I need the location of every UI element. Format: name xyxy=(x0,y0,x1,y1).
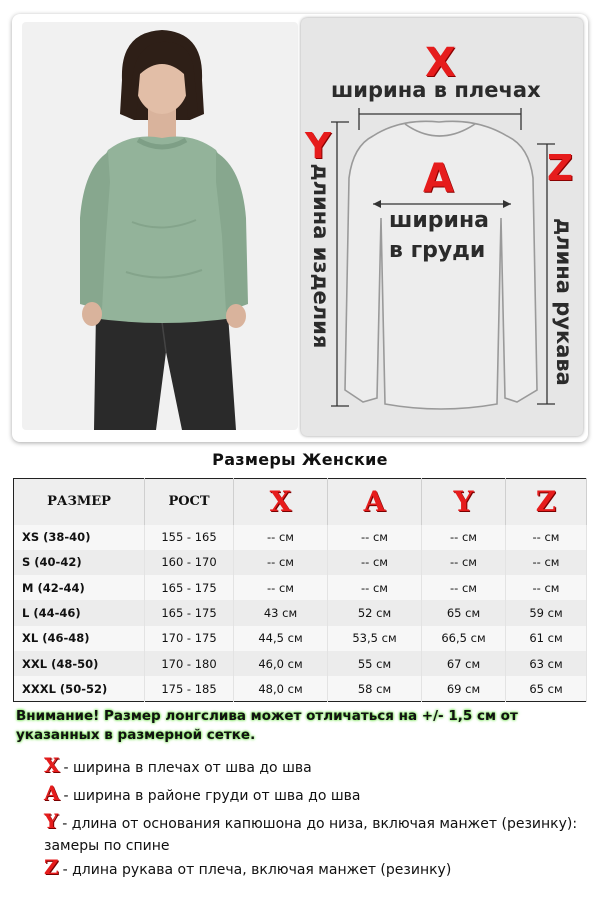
a-letter: A xyxy=(423,156,454,202)
cell-y: 66,5 см xyxy=(422,626,506,651)
header-z: Z xyxy=(506,479,587,525)
legend-item-a xyxy=(44,782,584,807)
measurement-diagram xyxy=(301,18,583,436)
y-letter: Y xyxy=(305,126,332,167)
cell-a: 55 см xyxy=(328,651,422,676)
cell-size: XL (46-48) xyxy=(14,626,145,651)
cell-height: 170 - 180 xyxy=(145,651,234,676)
cell-size: XS (38-40) xyxy=(14,525,145,550)
cell-size: XXXL (50-52) xyxy=(14,676,145,701)
header-a: A xyxy=(328,479,422,525)
z-label: длина рукава xyxy=(552,218,576,386)
legend-item-y xyxy=(44,810,584,857)
header-height: РОСТ xyxy=(145,479,234,525)
cell-x: 44,5 см xyxy=(234,626,328,651)
cell-x: 43 см xyxy=(234,600,328,625)
x-label: ширина в плечах xyxy=(331,78,541,102)
cell-size: M (42-44) xyxy=(14,575,145,600)
cell-x: -- см xyxy=(234,575,328,600)
cell-size: L (44-46) xyxy=(14,600,145,625)
cell-a: 58 см xyxy=(328,676,422,701)
cell-height: 165 - 175 xyxy=(145,575,234,600)
cell-height: 175 - 185 xyxy=(145,676,234,701)
table-row xyxy=(14,676,587,701)
a-label-line-1: ширина xyxy=(389,208,489,233)
legend-item-x xyxy=(44,754,584,779)
model-illustration xyxy=(22,22,298,430)
cell-x: 46,0 см xyxy=(234,651,328,676)
cell-y: -- см xyxy=(422,575,506,600)
table-row xyxy=(14,575,587,600)
table-row xyxy=(14,626,587,651)
cell-z: 65 см xyxy=(506,676,587,701)
legend-key-a: A xyxy=(44,781,60,805)
table-row xyxy=(14,525,587,550)
legend-text-z: - длина рукава от плеча, включая манжет (резинку) xyxy=(62,862,452,878)
table-header-row xyxy=(14,479,587,525)
table-row xyxy=(14,651,587,676)
cell-x: -- см xyxy=(234,550,328,575)
table-row xyxy=(14,600,587,625)
cell-y: 69 см xyxy=(422,676,506,701)
cell-height: 160 - 170 xyxy=(145,550,234,575)
cell-y: -- см xyxy=(422,550,506,575)
header-x: X xyxy=(234,479,328,525)
legend-text-x: - ширина в плечах от шва до шва xyxy=(63,760,312,776)
cell-x: 48,0 см xyxy=(234,676,328,701)
cell-size: S (40-42) xyxy=(14,550,145,575)
legend-key-y: Y xyxy=(44,809,59,833)
product-photo xyxy=(22,22,298,430)
header-y: Y xyxy=(422,479,506,525)
cell-height: 170 - 175 xyxy=(145,626,234,651)
size-table xyxy=(13,478,587,702)
cell-a: -- см xyxy=(328,550,422,575)
cell-y: 67 см xyxy=(422,651,506,676)
cell-z: -- см xyxy=(506,525,587,550)
legend-key-z: Z xyxy=(44,855,59,879)
cell-z: -- см xyxy=(506,575,587,600)
cell-a: 53,5 см xyxy=(328,626,422,651)
cell-z: -- см xyxy=(506,550,587,575)
legend-key-x: X xyxy=(44,753,60,777)
legend-text-y: - длина от основания капюшона до низа, включая манжет (резинку): замеры по спине xyxy=(44,816,578,854)
warning-note: Внимание! Размер лонгслива может отличаться на +/- 1,5 см от указанных в размерной сетке. xyxy=(16,708,518,743)
legend-item-z xyxy=(44,856,584,881)
cell-y: 65 см xyxy=(422,600,506,625)
cell-a: 52 см xyxy=(328,600,422,625)
cell-x: -- см xyxy=(234,525,328,550)
cell-z: 63 см xyxy=(506,651,587,676)
a-label-line-2: в груди xyxy=(389,238,486,263)
legend-text-a: - ширина в районе груди от шва до шва xyxy=(63,788,361,804)
cell-a: -- см xyxy=(328,575,422,600)
x-letter: X xyxy=(425,40,456,86)
cell-height: 155 - 165 xyxy=(145,525,234,550)
cell-size: XXL (48-50) xyxy=(14,651,145,676)
cell-height: 165 - 175 xyxy=(145,600,234,625)
cell-z: 59 см xyxy=(506,600,587,625)
size-table-title: Размеры Женские xyxy=(212,450,388,469)
y-label: длина изделия xyxy=(309,163,333,349)
cell-a: -- см xyxy=(328,525,422,550)
cell-y: -- см xyxy=(422,525,506,550)
header-size: РАЗМЕР xyxy=(14,479,145,525)
z-letter: Z xyxy=(547,148,574,189)
table-row xyxy=(14,550,587,575)
cell-z: 61 см xyxy=(506,626,587,651)
